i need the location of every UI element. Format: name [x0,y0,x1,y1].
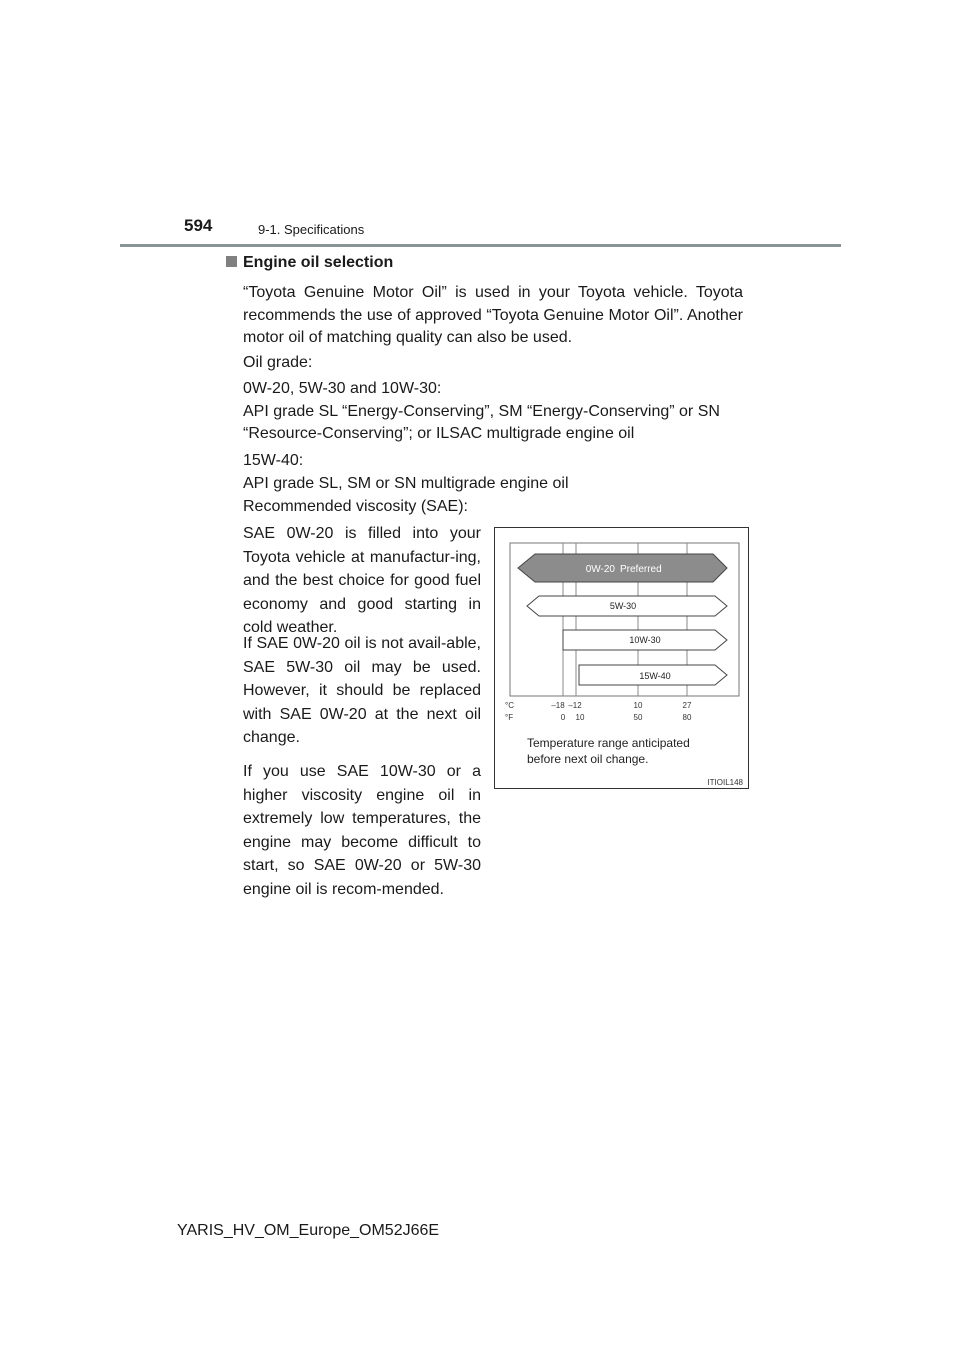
grade-group-1-title: 0W-20, 5W-30 and 10W-30: [243,380,442,397]
figure-caption-line-1: Temperature range anticipated [527,736,690,750]
footer-document-code: YARIS_HV_OM_Europe_OM52J66E [177,1222,440,1239]
grade-group-2 [243,450,753,495]
para-filled: SAE 0W-20 is filled into your Toyota vehicle at manufactur-ing, and the best choice for good fuel economy and good starting in cold weather. [243,525,481,636]
tick-c: 10 [633,701,643,710]
viscosity-figure [494,527,749,789]
unit-celsius: °C [505,701,514,710]
bar-5w30-label: 5W-30 [609,601,637,611]
tick-f: 80 [682,713,692,722]
grade-group-2-title: 15W-40: [243,452,304,469]
header-rule [120,244,841,247]
section-title: 9-1. Specifications [258,222,365,237]
bar-10w30-label: 10W-30 [629,635,661,645]
grade-group-1 [243,378,753,446]
bar-0w20-note: Preferred [620,564,662,575]
viscosity-label: Recommended viscosity (SAE): [243,498,468,515]
bar-0w20-label: 0W-20 [585,564,615,575]
unit-fahrenheit: °F [505,713,514,722]
tick-c: 27 [682,701,692,710]
grade-group-1-text: API grade SL “Energy-Conserving”, SM “Energy-Conserving” or SN “Resource-Conserving”; or ILSAC multigrade engine oil [243,402,720,442]
tick-c: –12 [568,701,582,710]
tick-f: 50 [633,713,643,722]
tick-f: 10 [575,713,585,722]
tick-f: 0 [560,713,566,722]
page-number: 594 [184,216,213,235]
oil-grade-label: Oil grade: [243,354,313,371]
bar-15w40-label: 15W-40 [639,671,671,681]
grade-group-2-text: API grade SL, SM or SN multigrade engine oil [243,474,569,492]
figure-caption [527,736,693,766]
figure-caption-line-2: before next oil change. [527,752,649,766]
heading-text: Engine oil selection [243,254,394,271]
section-heading [226,254,393,272]
para-unavailable: If SAE 0W-20 oil is not avail-able, SAE 5W-30 oil may be used. However, it should be replaced with SAE 0W-20 at the next oil change. [243,635,481,746]
figure-id: ITIOIL148 [707,778,743,787]
square-bullet-icon [226,256,237,267]
tick-c: –18 [551,701,565,710]
para-higher-viscosity: If you use SAE 10W-30 or a higher viscosity engine oil in extremely low temperatures, the engine may become difficult to start, so SAE 0W-20 or 5W-30 engine oil is recom-mended. [243,763,481,898]
intro-paragraph: “Toyota Genuine Motor Oil” is used in your Toyota vehicle. Toyota recommends the use of approved “Toyota Genuine Motor Oil”. Another motor oil of matching quality can also be used. [243,284,743,346]
